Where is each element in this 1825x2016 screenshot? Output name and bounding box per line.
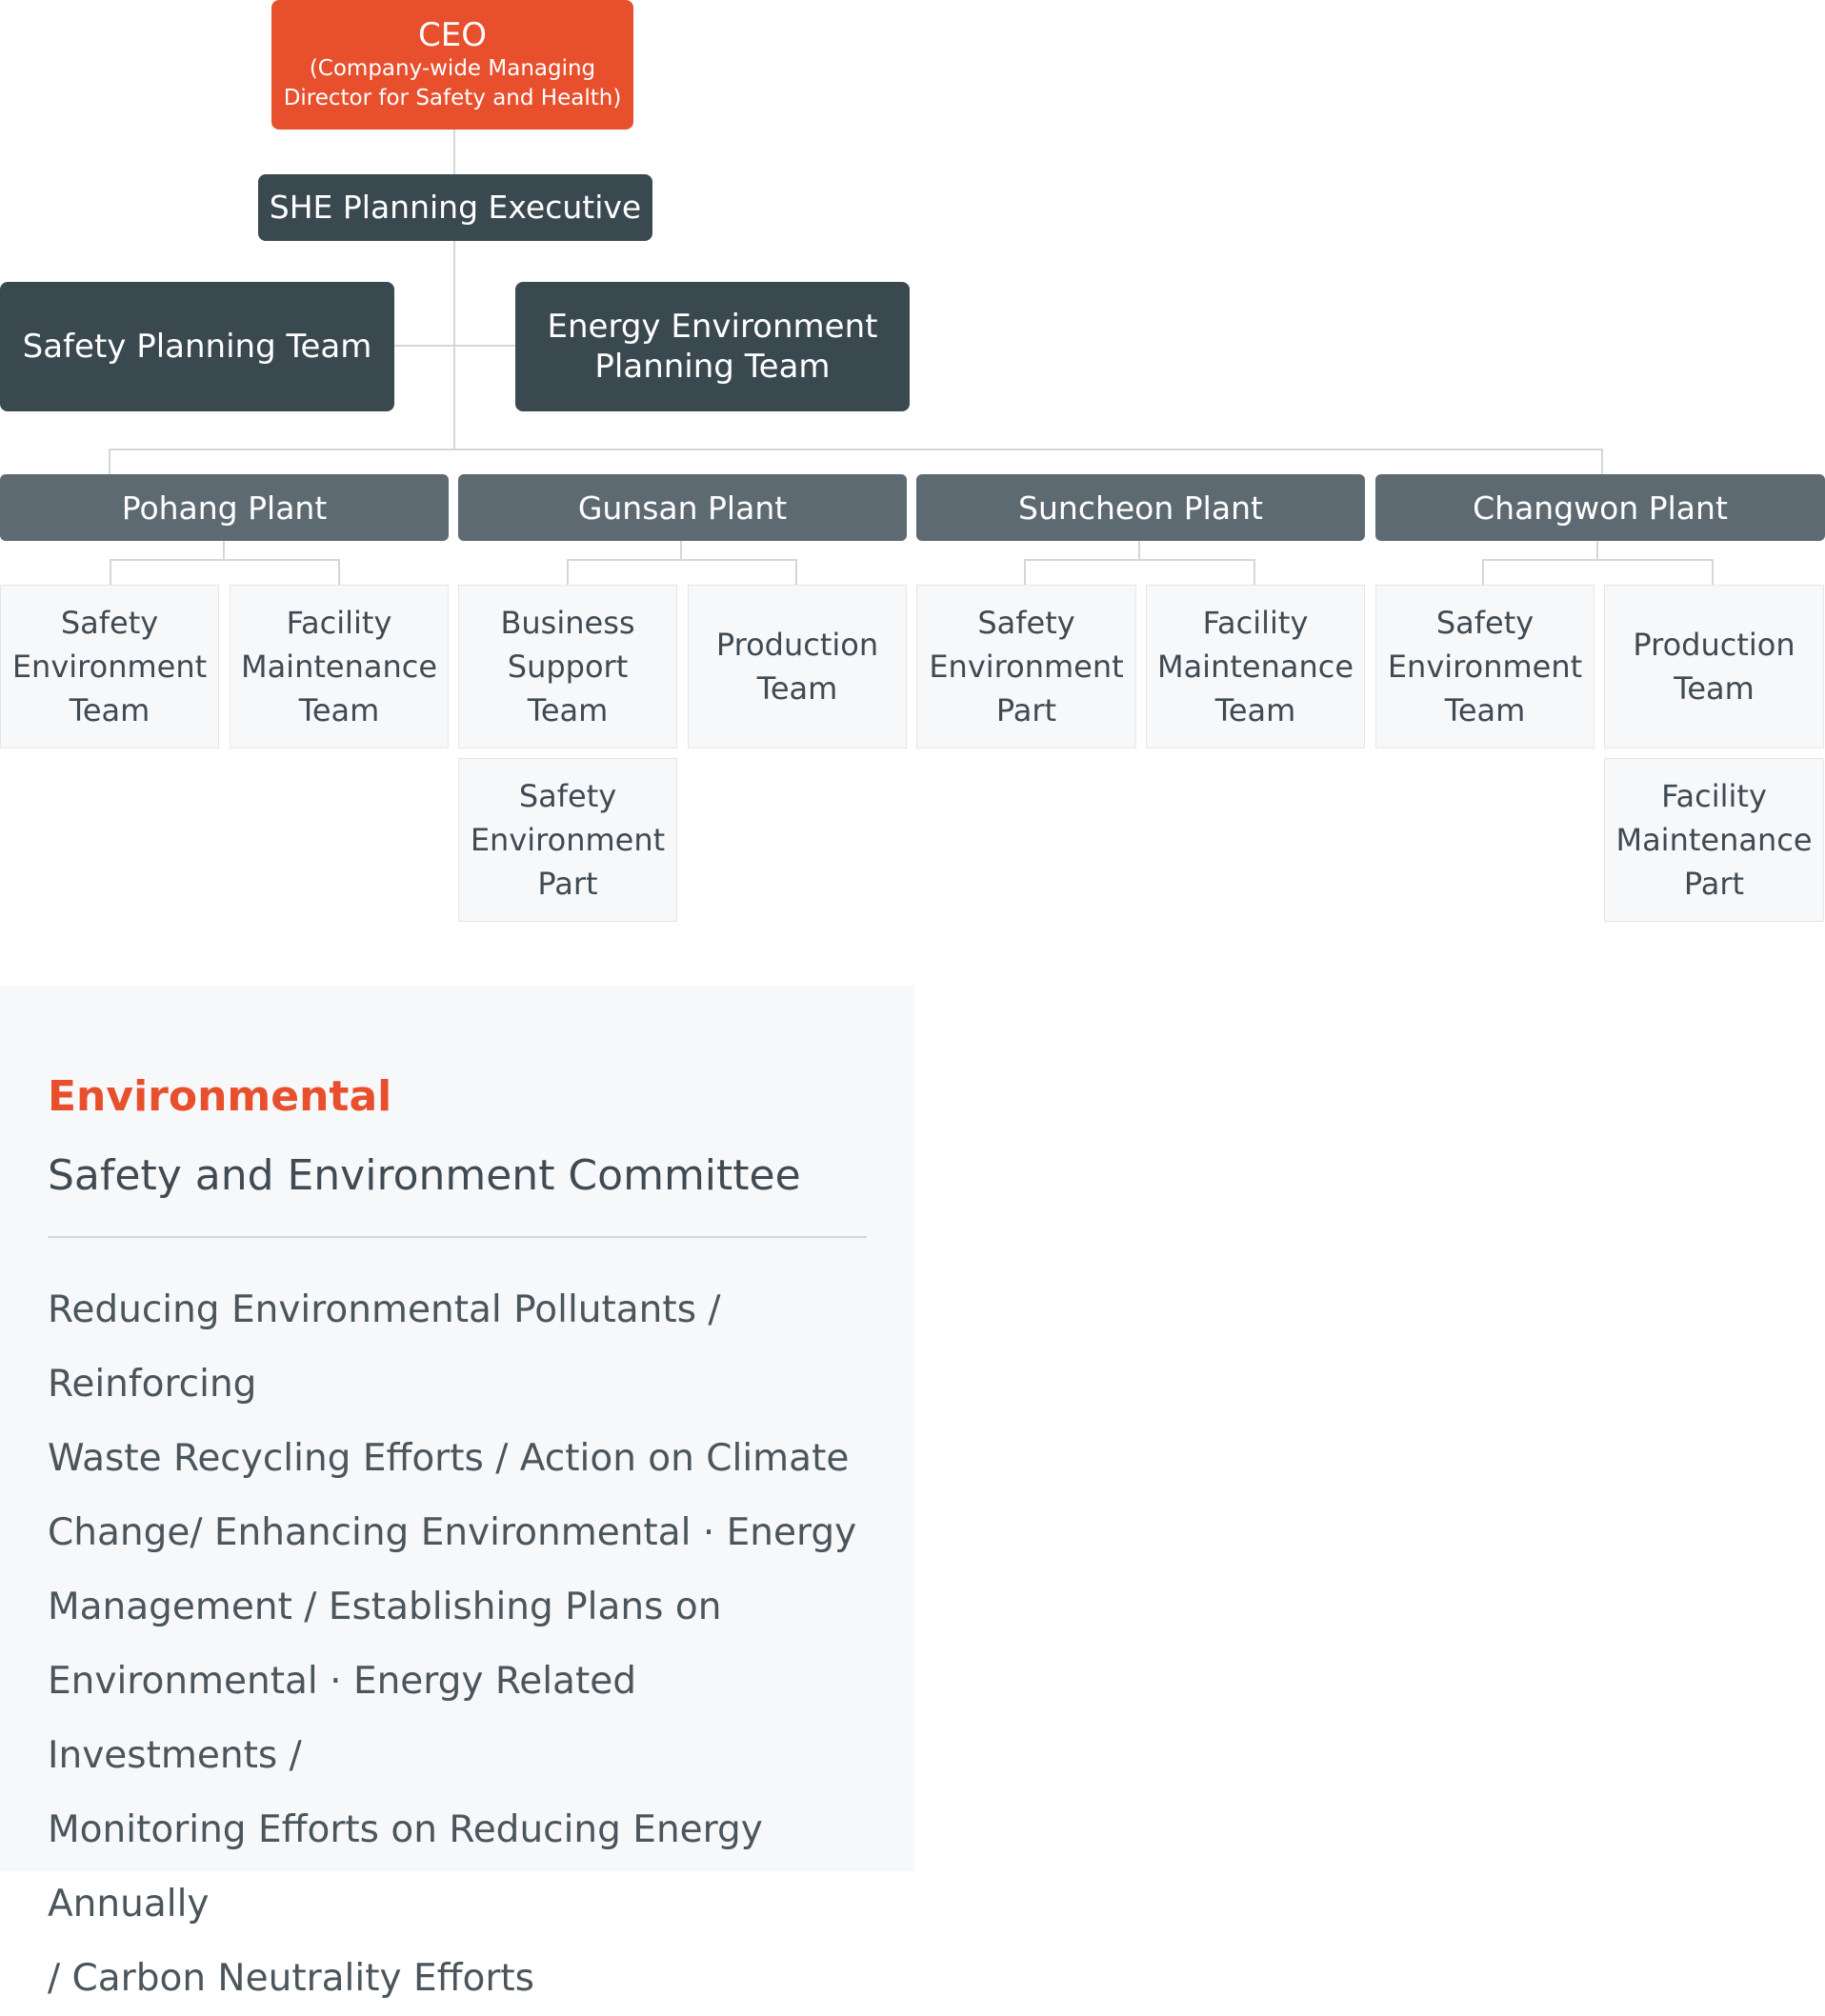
committee-description [48,1273,876,2016]
unit-label: Part [537,866,598,902]
plant-name: Gunsan Plant [577,489,788,527]
plant-pohang [0,474,449,541]
unit-label: Team [1214,692,1296,729]
unit-label: Business [500,605,635,641]
connector-line [110,559,340,561]
unit-label: Production [1633,627,1795,663]
connector-line [1596,539,1598,560]
unit-box [230,585,449,749]
unit-label: Environment [1387,649,1583,685]
connector-line [109,449,110,474]
unit-box [688,585,907,749]
description-line: Monitoring Efforts on Reducing Energy Annually [48,1808,763,1926]
plant-name: Pohang Plant [121,489,328,527]
connector-line [110,559,111,585]
unit-label: Team [298,692,380,729]
unit-box [458,758,677,922]
description-line: Environmental · Energy Related Investments / [48,1660,637,1777]
unit-label: Facility [286,605,392,641]
connector-line [1482,559,1714,561]
unit-box [1604,585,1824,749]
unit-box [1146,585,1365,749]
connector-line [680,539,682,560]
ceo-title: CEO [418,16,487,54]
unit-label: Maintenance [1156,649,1354,685]
unit-label: Environment [929,649,1124,685]
unit-label: Environment [470,822,666,858]
connector-line [1482,559,1484,585]
staff-team-label: Safety Planning Team [22,328,372,366]
unit-box [1604,758,1824,922]
unit-label: Maintenance [1615,822,1813,858]
unit-label: Support [507,649,629,685]
energy-environment-planning-team-box [515,282,910,411]
connector-line [1138,539,1140,560]
connector-line [338,559,340,585]
connector-line [1024,559,1255,561]
unit-label: Environment [11,649,208,685]
unit-label: Facility [1202,605,1309,641]
description-line: Reducing Environmental Pollutants / Reinforcing [48,1288,721,1406]
staff-team-label: Planning Team [594,348,831,386]
unit-label: Team [527,692,609,729]
divider [48,1236,867,1238]
safety-planning-team-box [0,282,394,411]
plant-gunsan [458,474,907,541]
unit-label: Production [715,627,879,663]
plant-changwon [1375,474,1825,541]
connector-line [109,449,1603,450]
unit-label: Team [756,670,838,707]
unit-label: Team [69,692,150,729]
ceo-box [271,0,633,130]
committee-category: Environmental [48,1072,392,1121]
unit-box [458,585,677,749]
connector-line [1712,559,1714,585]
description-line: Change/ Enhancing Environmental · Energy [48,1511,857,1554]
unit-label: Part [1683,866,1745,902]
description-line: / Carbon Neutrality Efforts [48,1957,534,2000]
description-line: Management / Establishing Plans on [48,1586,722,1628]
plant-name: Changwon Plant [1473,489,1728,527]
unit-label: Team [1674,670,1755,707]
connector-line [1601,449,1603,474]
connector-line [393,345,515,347]
description-line: Waste Recycling Efforts / Action on Climate [48,1437,850,1480]
plant-suncheon [916,474,1365,541]
unit-label: Facility [1661,778,1767,814]
connector-line [1253,559,1255,585]
connector-line [1024,559,1026,585]
plant-name: Suncheon Plant [1018,489,1263,527]
ceo-subtitle: Director for Safety and Health) [283,86,622,110]
committee-name: Safety and Environment Committee [48,1151,801,1200]
connector-line [567,559,797,561]
unit-box [1375,585,1594,749]
unit-label: Maintenance [240,649,438,685]
connector-line [795,559,797,585]
unit-label: Part [995,692,1057,729]
unit-label: Safety [1435,605,1534,641]
unit-label: Safety [60,605,159,641]
ceo-subtitle: (Company-wide Managing [309,56,596,81]
unit-label: Team [1444,692,1526,729]
she-planning-executive-box [258,174,652,241]
connector-line [223,539,225,560]
unit-label: Safety [518,778,617,814]
unit-label: Safety [977,605,1075,641]
executive-label: SHE Planning Executive [269,189,642,226]
unit-box [0,585,219,749]
staff-team-label: Energy Environment [547,308,878,346]
unit-box [916,585,1136,749]
connector-line [567,559,569,585]
